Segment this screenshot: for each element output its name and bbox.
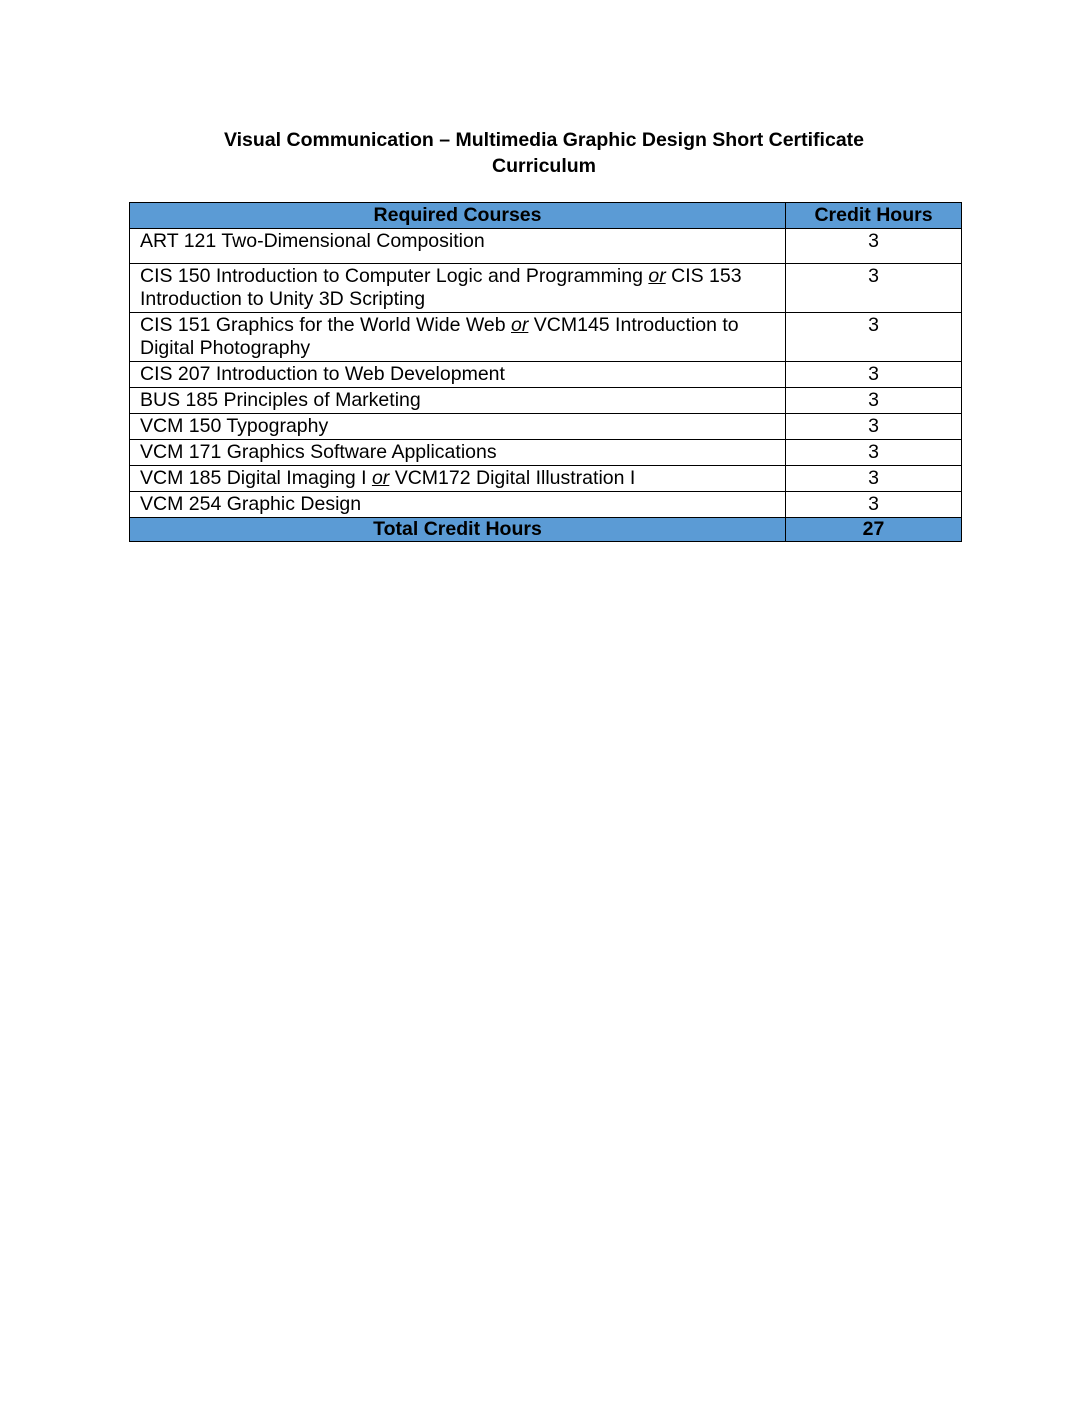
course-name: BUS 185 Principles of Marketing — [140, 389, 421, 411]
table-row — [130, 229, 962, 264]
course-name-alternate: VCM145 Introduction to Digital Photography — [140, 314, 739, 359]
table-row — [130, 492, 962, 518]
course-cell — [130, 440, 786, 466]
course-cell — [130, 388, 786, 414]
header-required-courses: Required Courses — [130, 203, 786, 229]
total-row — [130, 518, 962, 542]
credit-hours-cell: 3 — [786, 388, 962, 414]
page-title-line-2: Curriculum — [491, 155, 596, 177]
table-row — [130, 313, 962, 362]
credit-hours-cell: 3 — [786, 440, 962, 466]
header-credit-hours: Credit Hours — [786, 203, 962, 229]
or-connector: or — [371, 467, 390, 489]
course-cell — [130, 264, 786, 313]
table-row — [130, 440, 962, 466]
page-title-line-1: Visual Communication – Multimedia Graphic Design Short Certificate — [223, 129, 864, 151]
course-cell — [130, 229, 786, 264]
table-header-row — [130, 203, 962, 229]
course-cell — [130, 313, 786, 362]
course-cell — [130, 362, 786, 388]
credit-hours-cell: 3 — [786, 492, 962, 518]
credit-hours-cell: 3 — [786, 466, 962, 492]
credit-hours-cell: 3 — [786, 362, 962, 388]
course-name-alternate: VCM172 Digital Illustration I — [389, 467, 636, 489]
or-connector: or — [511, 314, 529, 336]
table-row — [130, 362, 962, 388]
course-name: CIS 150 Introduction to Computer Logic and Programming — [140, 265, 649, 287]
course-name: VCM 171 Graphics Software Applications — [140, 441, 497, 463]
total-label: Total Credit Hours — [130, 518, 786, 542]
course-name: CIS 151 Graphics for the World Wide Web — [140, 314, 512, 336]
credit-hours-cell: 3 — [786, 414, 962, 440]
credit-hours-cell: 3 — [786, 229, 962, 264]
credit-hours-cell: 3 — [786, 264, 962, 313]
course-name: ART 121 Two-Dimensional Composition — [140, 230, 485, 252]
course-name: VCM 150 Typography — [140, 415, 329, 437]
course-name-alternate: CIS 153 Introduction to Unity 3D Scripting — [140, 265, 742, 310]
table-row — [130, 264, 962, 313]
course-name: VCM 185 Digital Imaging I — [140, 467, 372, 489]
table-row — [130, 388, 962, 414]
course-cell — [130, 492, 786, 518]
table-row — [130, 466, 962, 492]
total-credit-hours: 27 — [786, 518, 962, 542]
or-connector: or — [648, 265, 666, 287]
page-title — [0, 127, 1088, 179]
course-cell — [130, 414, 786, 440]
course-name: CIS 207 Introduction to Web Development — [140, 363, 505, 385]
curriculum-table — [129, 202, 962, 542]
course-name: VCM 254 Graphic Design — [140, 493, 362, 515]
table-row — [130, 414, 962, 440]
credit-hours-cell: 3 — [786, 313, 962, 362]
course-cell — [130, 466, 786, 492]
